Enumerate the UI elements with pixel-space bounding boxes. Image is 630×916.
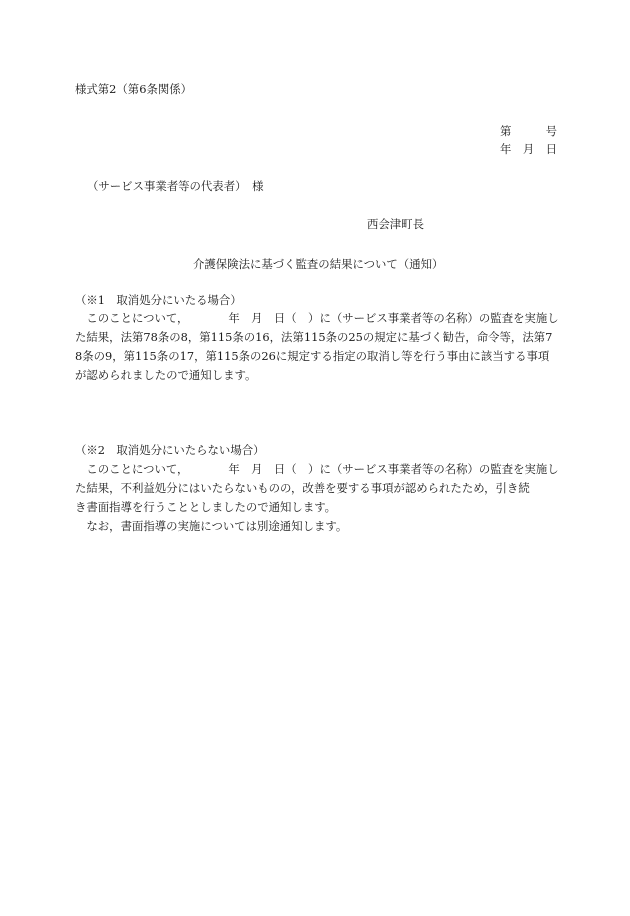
document-title: 介護保険法に基づく監査の結果について（通知） [193, 257, 444, 271]
section1-line: 8条の9，第115条の17，第115条の26に規定する指定の取消し等を行う事由に該当する事項 [75, 349, 550, 363]
section1-line: た結果，法第78条の8，第115条の16，法第115条の25の規定に基づく勧告，命令等，法第7 [75, 330, 553, 344]
section2-line: このことについて， 年 月 日（ ）に（サービス事業者等の名称）の監査を実施し [75, 462, 559, 476]
form-number: 様式第2（第6条関係） [75, 82, 193, 96]
issuer: 西会津町長 [367, 217, 424, 231]
section2-line: た結果，不利益処分にはいたらないものの，改善を要する事項が認められたため，引き続 [75, 481, 530, 495]
section1-line: が認められましたので通知します。 [75, 368, 257, 382]
document-number: 第 号 [500, 124, 557, 138]
section2-line: なお，書面指導の実施については別途通知します。 [75, 519, 348, 533]
section2-heading: （※2 取消処分にいたらない場合） [75, 443, 265, 457]
section2-line: き書面指導を行うこととしましたので通知します。 [75, 500, 337, 514]
section1-line: このことについて， 年 月 日（ ）に（サービス事業者等の名称）の監査を実施し [75, 311, 559, 325]
addressee: （サービス事業者等の代表者） 様 [87, 179, 264, 193]
document-date: 年 月 日 [500, 142, 557, 156]
section1-heading: （※1 取消処分にいたる場合） [75, 293, 242, 307]
